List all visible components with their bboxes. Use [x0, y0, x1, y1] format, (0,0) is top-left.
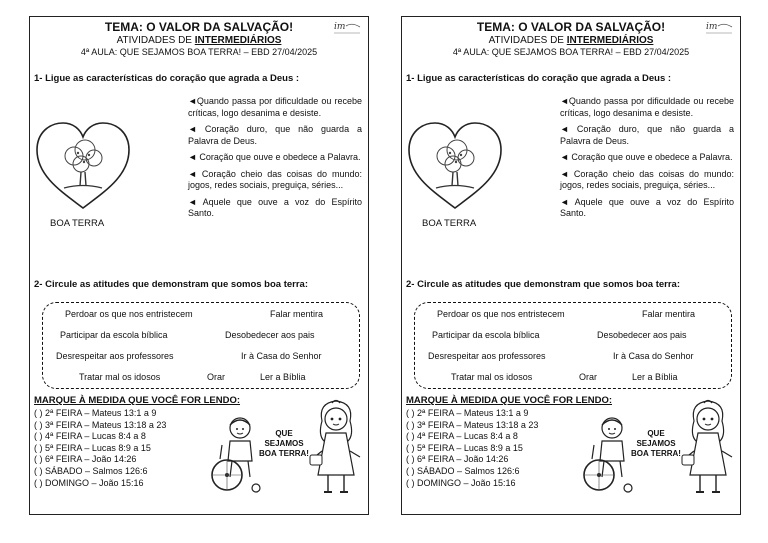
- attitude-item: Perdoar os que nos entristecem: [437, 309, 565, 319]
- worksheet-title: TEMA: O VALOR DA SALVAÇÃO!: [104, 20, 294, 34]
- reading-item: ( ) 6ª FEIRA – João 14:26: [406, 454, 509, 465]
- attitude-item: Desobedecer aos pais: [225, 330, 315, 340]
- reading-item: ( ) 2ª FEIRA – Mateus 13:1 a 9: [406, 408, 529, 418]
- heart-traits-list: [560, 96, 734, 225]
- slogan-text: QUE SEJAMOS BOA TERRA!: [259, 429, 309, 458]
- reading-item: ( ) DOMINGO – João 15:16: [34, 477, 144, 488]
- level-label: INTERMEDIÁRIOS: [194, 35, 282, 46]
- attitude-item: Ler a Bíblia: [260, 372, 306, 382]
- attitude-item: Desrespeitar aos professores: [56, 351, 174, 361]
- question-1: 1- Ligue as características do coração que agrada a Deus :: [406, 73, 672, 84]
- reading-item: ( ) 4ª FEIRA – Lucas 8:4 a 8: [34, 431, 146, 442]
- attitude-item: Perdoar os que nos entristecem: [65, 309, 193, 319]
- level-label: INTERMEDIÁRIOS: [566, 35, 654, 46]
- attitude-item: Orar: [207, 372, 225, 382]
- worksheet-title: TEMA: O VALOR DA SALVAÇÃO!: [476, 20, 666, 34]
- reading-checklist: [34, 408, 166, 489]
- question-3: MARQUE À MEDIDA QUE VOCÊ FOR LENDO:: [406, 395, 613, 406]
- question-1: 1- Ligue as características do coração que agrada a Deus :: [34, 73, 300, 84]
- attitudes-box: [414, 302, 732, 389]
- girl-illustration: [680, 397, 736, 497]
- attitudes-box: [42, 302, 360, 389]
- trait-item: ◄ Coração cheio das coisas do mundo: jogos, redes sociais, preguiça, séries...: [188, 168, 362, 190]
- trait-item: ◄ Coração duro, que não guarda a Palavra de Deus.: [560, 124, 734, 146]
- reading-item: ( ) 3ª FEIRA – Mateus 13:18 a 23: [406, 419, 539, 430]
- reading-checklist: [406, 408, 538, 489]
- reading-item: ( ) 6ª FEIRA – João 14:26: [34, 454, 137, 465]
- reading-item: ( ) DOMINGO – João 15:16: [406, 477, 516, 488]
- trait-item: ◄ Coração que ouve e obedece a Palavra.: [188, 152, 361, 162]
- svg-text:im: im: [334, 22, 346, 32]
- reading-item: ( ) 4ª FEIRA – Lucas 8:4 a 8: [406, 431, 518, 442]
- reading-item: ( ) 2ª FEIRA – Mateus 13:1 a 9: [34, 408, 157, 418]
- reading-item: ( ) SÁBADO – Salmos 126:6: [34, 465, 148, 476]
- attitude-item: Tratar mal os idosos: [451, 372, 533, 382]
- reading-item: ( ) 5ª FEIRA – Lucas 8:9 a 15: [406, 442, 523, 453]
- question-2: 2- Circule as atitudes que demonstram que somos boa terra:: [34, 279, 308, 290]
- trait-item: ◄Quando passa por dificuldade ou recebe críticas, logo desanima e desiste.: [188, 96, 362, 118]
- trait-item: ◄Quando passa por dificuldade ou recebe críticas, logo desanima e desiste.: [560, 96, 734, 118]
- trait-item: ◄ Coração que ouve e obedece a Palavra.: [560, 152, 733, 162]
- attitude-item: Tratar mal os idosos: [79, 372, 161, 382]
- svg-text:im: im: [706, 22, 718, 32]
- attitude-item: Participar da escola bíblica: [432, 330, 540, 340]
- trait-item: ◄ Coração cheio das coisas do mundo: jogos, redes sociais, preguiça, séries...: [560, 168, 734, 190]
- heart-tree-illustration: [34, 120, 132, 212]
- worksheet-right: [401, 16, 741, 515]
- attitude-item: Falar mentira: [642, 309, 696, 319]
- attitude-item: Participar da escola bíblica: [60, 330, 168, 340]
- attitude-item: Desrespeitar aos professores: [428, 351, 546, 361]
- activity-subtitle: ATIVIDADES DE INTERMEDIÁRIOS: [116, 35, 282, 46]
- attitude-item: Ir à Casa do Senhor: [613, 351, 694, 361]
- heart-caption: BOA TERRA: [50, 218, 105, 229]
- heart-tree-illustration: [406, 120, 504, 212]
- heart-caption: BOA TERRA: [422, 218, 477, 229]
- attitude-item: Ler a Bíblia: [632, 372, 678, 382]
- attitude-item: Orar: [579, 372, 597, 382]
- activity-subtitle: ATIVIDADES DE INTERMEDIÁRIOS: [488, 35, 654, 46]
- attitude-item: Ir à Casa do Senhor: [241, 351, 322, 361]
- lesson-title: 4ª AULA: QUE SEJAMOS BOA TERRA! – EBD 27/04/2025: [80, 47, 318, 57]
- girl-illustration: [308, 397, 364, 497]
- attitude-item: Desobedecer aos pais: [597, 330, 687, 340]
- trait-item: ◄ Aquele que ouve a voz do Espírito Santo.: [188, 196, 362, 218]
- heart-traits-list: [188, 96, 362, 225]
- question-3: MARQUE À MEDIDA QUE VOCÊ FOR LENDO:: [34, 395, 241, 406]
- question-2: 2- Circule as atitudes que demonstram que somos boa terra:: [406, 279, 680, 290]
- worksheet-left: [29, 16, 369, 515]
- attitude-item: Falar mentira: [270, 309, 324, 319]
- slogan-text: QUE SEJAMOS BOA TERRA!: [631, 429, 681, 458]
- trait-item: ◄ Aquele que ouve a voz do Espírito Santo.: [560, 196, 734, 218]
- trait-item: ◄ Coração duro, que não guarda a Palavra de Deus.: [188, 124, 362, 146]
- lesson-title: 4ª AULA: QUE SEJAMOS BOA TERRA! – EBD 27/04/2025: [452, 47, 690, 57]
- reading-item: ( ) 3ª FEIRA – Mateus 13:18 a 23: [34, 419, 167, 430]
- reading-item: ( ) 5ª FEIRA – Lucas 8:9 a 15: [34, 442, 151, 453]
- reading-item: ( ) SÁBADO – Salmos 126:6: [406, 465, 520, 476]
